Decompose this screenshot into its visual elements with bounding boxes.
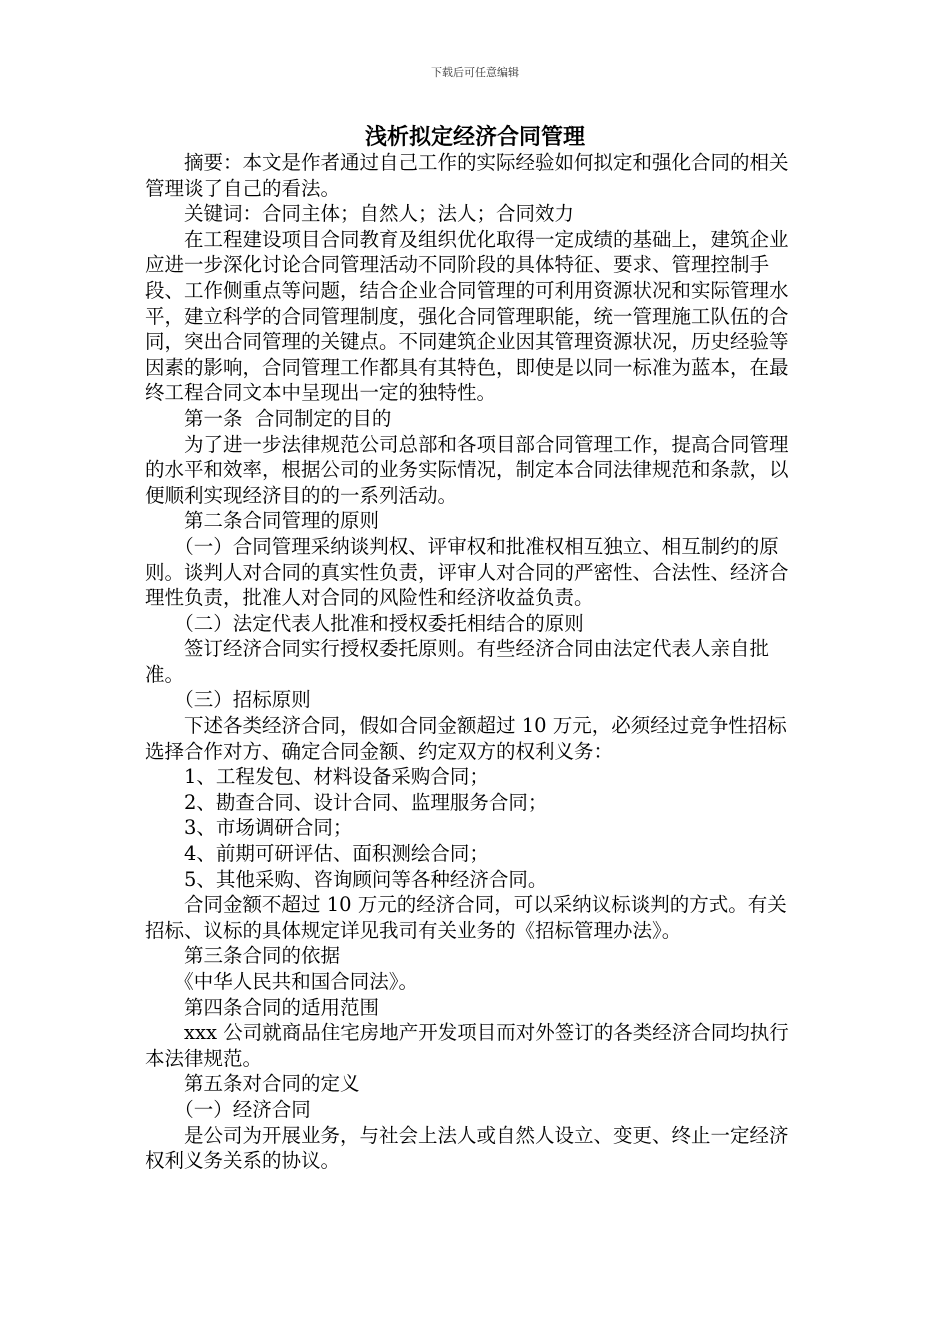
list-item: 3、市场调研合同； xyxy=(145,816,353,840)
body-paragraph: 《中华人民共和国合同法》。 xyxy=(145,970,419,993)
abstract-paragraph: 摘要：本文是作者通过自己工作的实际经验如何拟定和强化合同的相关管理谈了自己的看法。 xyxy=(145,151,789,200)
body-paragraph: 合同金额不超过 10 万元的经济合同，可以采纳议标谈判的方式。有关招标、议标的具体规定详见我司有关业务的《招标管理办法》。 xyxy=(145,893,787,942)
body-paragraph: 签订经济合同实行授权委托原则。有些经济合同由法定代表人亲自批准。 xyxy=(145,637,770,686)
section-heading: （一）经济合同 xyxy=(145,1097,311,1121)
body-paragraph: 是公司为开展业务，与社会上法人或自然人设立、变更、终止一定经济权利义务关系的协议。 xyxy=(145,1123,789,1173)
article-heading: 第三条合同的依据 xyxy=(145,944,341,968)
section-heading: （三）招标原则 xyxy=(145,688,311,712)
body-paragraph: 下述各类经济合同，假如合同金额超过 10 万元，必须经过竞争性招标选择合作对方、确定合同金额、约定双方的权利义务： xyxy=(145,714,787,763)
list-item: 1、工程发包、材料设备采购合同； xyxy=(145,765,489,789)
body-paragraph: xxx 公司就商品住宅房地产开发项目而对外签订的各类经济合同均执行本法律规范。 xyxy=(145,1021,789,1070)
list-item: 2、勘查合同、设计合同、监理服务合同； xyxy=(145,790,548,814)
list-item: 5、其他采购、咨询顾问等各种经济合同。 xyxy=(145,867,548,891)
body-paragraph: （一）合同管理采纳谈判权、评审权和批准权相互独立、相互制约的原则。谈判人对合同的真实性负责，评审人对合同的严密性、合法性、经济合理性负责，批准人对合同的风险性和经济收益负责。 xyxy=(145,534,789,610)
document-title: 浅析拟定经济合同管理 xyxy=(364,124,585,150)
article-heading: 第二条合同管理的原则 xyxy=(145,509,380,533)
document-body xyxy=(145,150,795,1174)
body-paragraph: 为了进一步法律规范公司总部和各项目部合同管理工作，提高合同管理的水平和效率，根据公司的业务实际情况，制定本合同法律规范和条款，以便顺利实现经济目的的一系列活动。 xyxy=(145,432,789,507)
list-item: 4、前期可研评估、面积测绘合同； xyxy=(145,842,489,866)
article-heading: 第五条对合同的定义 xyxy=(145,1072,360,1096)
article-heading: 第一条 合同制定的目的 xyxy=(145,406,392,430)
keywords-paragraph: 关键词：合同主体；自然人；法人；合同效力 xyxy=(145,202,575,226)
section-heading: （二）法定代表人批准和授权委托相结合的原则 xyxy=(145,611,584,635)
article-heading: 第四条合同的适用范围 xyxy=(145,995,380,1019)
body-paragraph: 在工程建设项目合同教育及组织优化取得一定成绩的基础上，建筑企业应进一步深化讨论合同管理活动不同阶段的具体特征、要求、管理控制手段、工作侧重点等问题，结合企业合同管理的可利用资源状况和实际管理水平，建立科学的合同管理制度，强化合同管理职能，统一管理施工队伍的合同，突出合同管理的关键点。不同建筑企业因其管理资源状况，历史经验等因素的影响，合同管理工作都具有其特色，即使是以同一标准为蓝本，在最终工程合同文本中呈现出一定的独特性。 xyxy=(145,227,789,405)
page-header-note: 下载后可任意编辑 xyxy=(431,66,519,79)
